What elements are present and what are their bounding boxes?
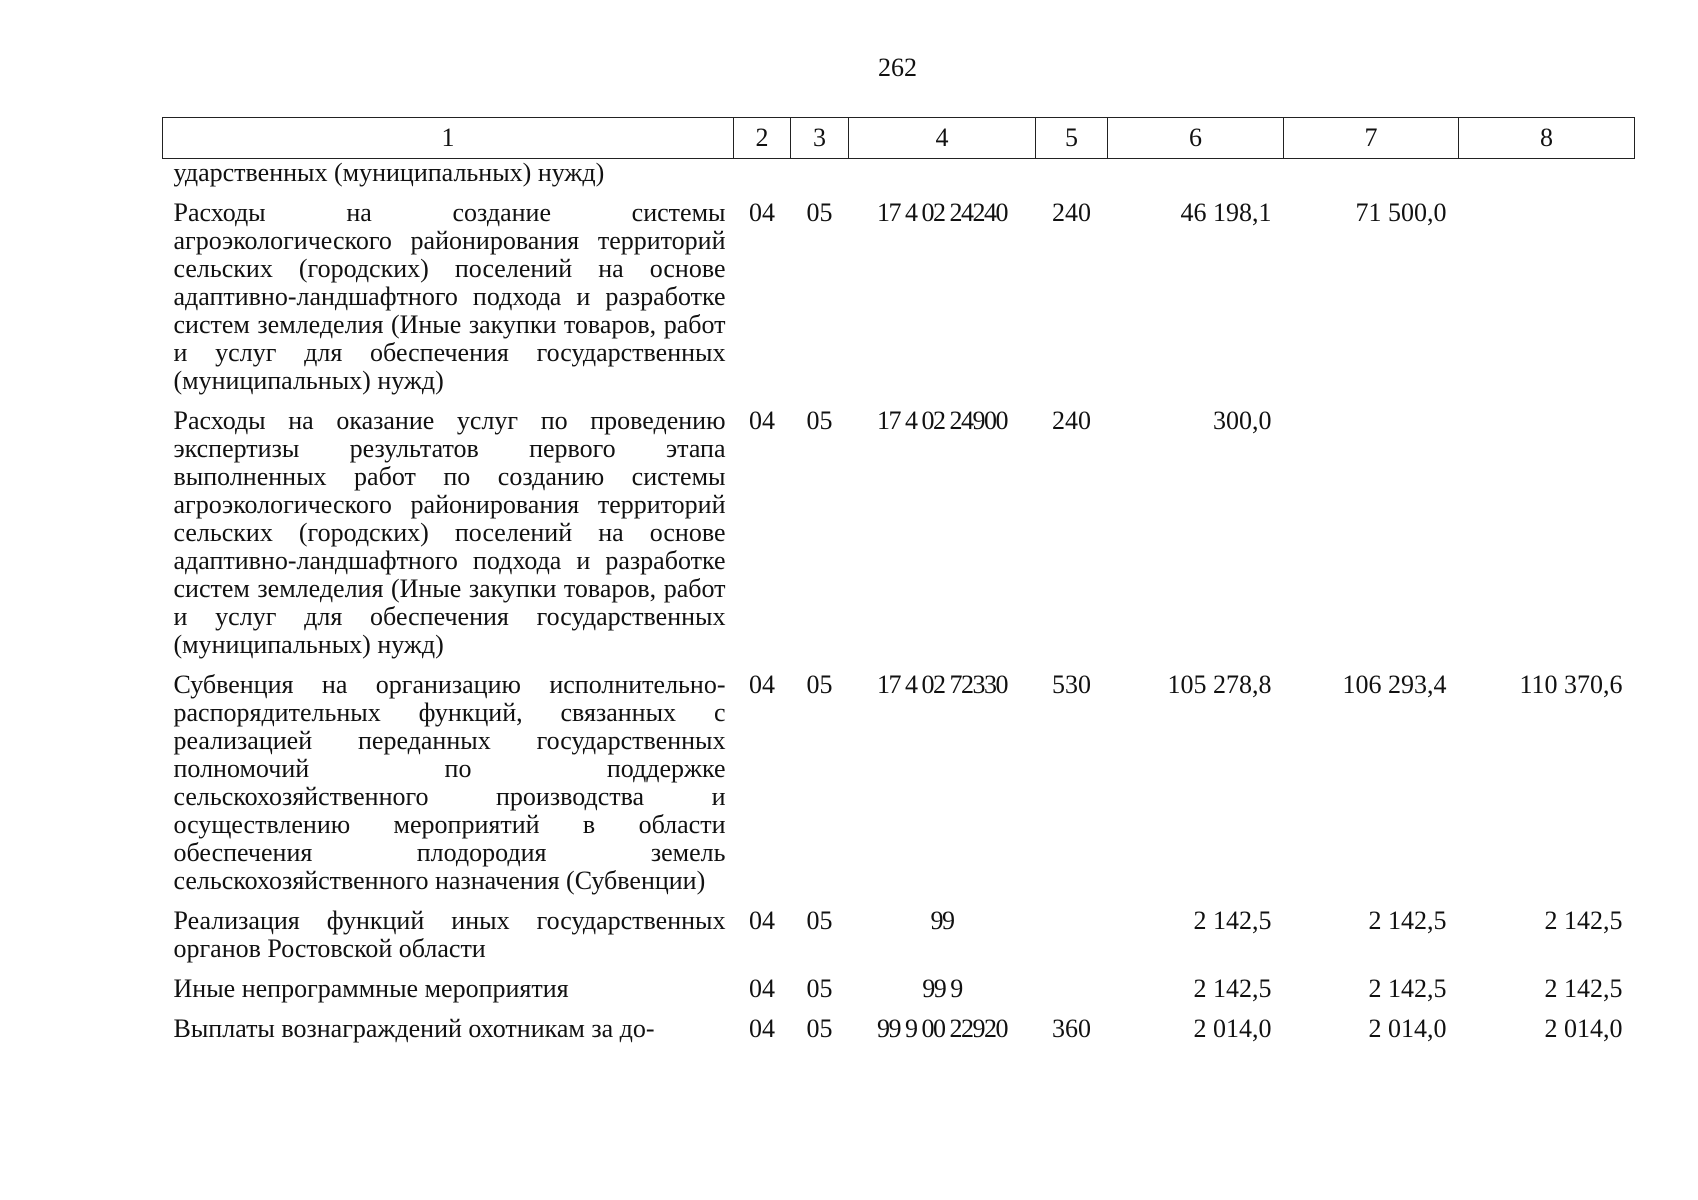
column-header: 7: [1284, 118, 1459, 159]
row-description: Иные непрограммные мероприятия: [173, 974, 569, 1003]
table-row: [163, 907, 1635, 975]
cell-amount-col6: 2 014,0: [1193, 1014, 1272, 1043]
cell-subsection: 05: [806, 198, 833, 227]
header-row: [163, 118, 1635, 159]
table-row: [163, 975, 1635, 1015]
table-body: [163, 159, 1635, 1056]
table-row: [163, 671, 1635, 907]
table-row: [163, 159, 1635, 200]
cell-amount-col8: [1459, 199, 1635, 407]
cell-subsection: 05: [806, 906, 833, 935]
cell-amount-col7: [1284, 159, 1459, 200]
table-header: [163, 118, 1635, 159]
table-row: [163, 407, 1635, 671]
cell-subsection: 05: [806, 406, 833, 435]
cell-section: 04: [749, 906, 775, 935]
cell-target-article: 17 4 02 72330: [877, 670, 1007, 699]
cell-section: [734, 159, 791, 200]
cell-amount-col6: 46 198,1: [1180, 198, 1272, 227]
column-header: 5: [1036, 118, 1108, 159]
cell-target-article: [849, 159, 1036, 200]
cell-amount-col8: 2 014,0: [1544, 1014, 1623, 1043]
cell-amount-col6: 2 142,5: [1193, 906, 1272, 935]
cell-amount-col8: [1459, 159, 1635, 200]
cell-amount-col8: 2 142,5: [1544, 974, 1623, 1003]
column-header: 2: [734, 118, 791, 159]
cell-section: 04: [749, 974, 775, 1003]
cell-expense-type: 360: [1052, 1014, 1091, 1043]
cell-amount-col6: 2 142,5: [1193, 974, 1272, 1003]
cell-expense-type: [1036, 907, 1108, 975]
cell-expense-type: 240: [1052, 198, 1091, 227]
cell-expense-type: [1036, 159, 1108, 200]
cell-target-article: 99: [930, 906, 954, 935]
column-header: 6: [1108, 118, 1284, 159]
budget-table-container: [162, 117, 1634, 1055]
row-description: Субвенция на организацию исполнительно-распорядительных функций, связанных с реализацией переданных государственных полномочий по поддержке сельскохозяйственного производства и осуществлению мероприятий в области обеспечения плодородия земель сельскохозяйственного назначения (Субвенции): [173, 670, 726, 895]
column-header: 4: [849, 118, 1036, 159]
cell-target-article: 99 9: [922, 974, 962, 1003]
cell-amount-col6: 105 278,8: [1167, 670, 1272, 699]
row-description: Расходы на создание системы агроэкологического районирования территорий сельских (городских) поселений на основе адаптивно-ландшафтного подхода и разработке систем земледелия (Иные закупки товаров, работ и услуг для обеспечения государственных (муниципальных) нужд): [173, 198, 726, 395]
table-row: [163, 1015, 1635, 1055]
cell-amount-col6: [1108, 159, 1284, 200]
cell-amount-col7: [1284, 407, 1459, 671]
cell-amount-col8: 110 370,6: [1519, 670, 1623, 699]
cell-subsection: 05: [806, 974, 833, 1003]
cell-section: 04: [749, 198, 775, 227]
page-number: 262: [878, 53, 917, 82]
cell-section: 04: [749, 1014, 775, 1043]
column-header: 8: [1459, 118, 1635, 159]
cell-amount-col8: 2 142,5: [1544, 906, 1623, 935]
cell-subsection: 05: [806, 1014, 833, 1043]
cell-subsection: 05: [806, 670, 833, 699]
budget-table: [162, 117, 1635, 1055]
cell-amount-col7: 71 500,0: [1355, 198, 1447, 227]
cell-subsection: [791, 159, 849, 200]
cell-expense-type: [1036, 975, 1108, 1015]
cell-section: 04: [749, 670, 775, 699]
row-description: Выплаты вознаграждений охотникам за до-: [173, 1014, 655, 1043]
cell-amount-col7: 2 142,5: [1368, 974, 1447, 1003]
cell-target-article: 17 4 02 24240: [877, 198, 1007, 227]
row-description: Расходы на оказание услуг по проведению экспертизы результатов первого этапа выполненных работ по созданию системы агроэкологического районирования территорий сельских (городских) поселений на основе адаптивно-ландшафтного подхода и разработке систем земледелия (Иные закупки товаров, работ и услуг для обеспечения государственных (муниципальных) нужд): [173, 406, 726, 659]
cell-amount-col7: 2 014,0: [1368, 1014, 1447, 1043]
cell-amount-col7: 106 293,4: [1342, 670, 1447, 699]
cell-expense-type: 240: [1052, 406, 1091, 435]
column-header: 1: [163, 118, 734, 159]
cell-target-article: 99 9 00 22920: [877, 1014, 1007, 1043]
cell-section: 04: [749, 406, 775, 435]
table-row: [163, 199, 1635, 407]
row-description: Реализация функций иных государственных органов Ростовской области: [173, 906, 726, 963]
cell-amount-col7: 2 142,5: [1368, 906, 1447, 935]
cell-target-article: 17 4 02 24900: [877, 406, 1007, 435]
cell-amount-col6: 300,0: [1213, 406, 1272, 435]
column-header: 3: [791, 118, 849, 159]
cell-amount-col8: [1459, 407, 1635, 671]
row-description: ударственных (муниципальных) нужд): [173, 158, 605, 187]
cell-expense-type: 530: [1052, 670, 1091, 699]
